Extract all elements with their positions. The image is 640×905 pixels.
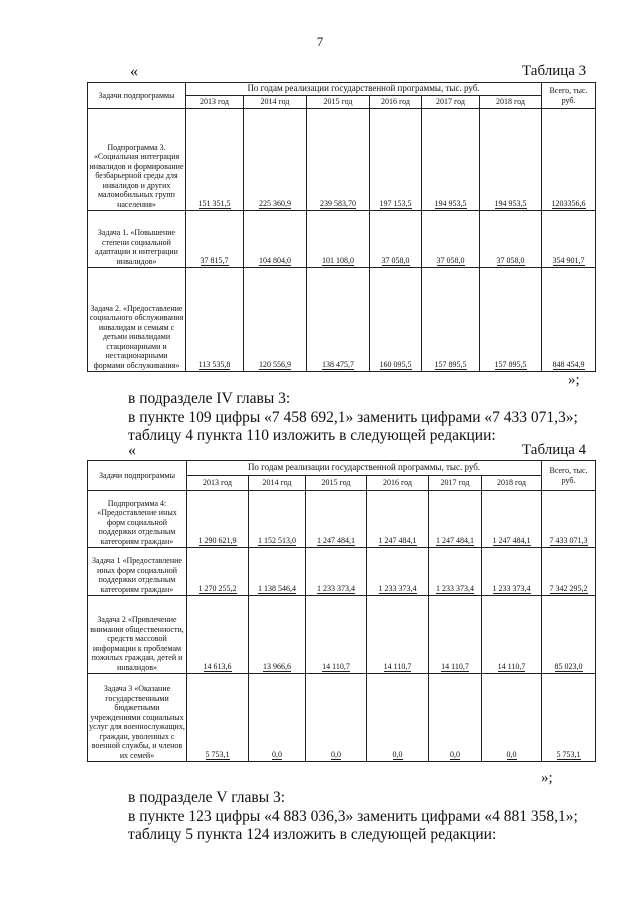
- cell-total: 7 433 071,3: [549, 536, 588, 545]
- table-row: [88, 211, 596, 268]
- amendment-line: в пункте 123 цифры «4 883 036,3» заменить цифрами «4 881 358,1»;: [128, 807, 578, 825]
- amendment-line: в подразделе V главы 3:: [128, 789, 286, 806]
- cell-value: 138 475,7: [322, 360, 354, 369]
- header-years: По годам реализации государственной программы, тыс. руб.: [187, 461, 542, 476]
- table-caption: Таблица 4: [522, 442, 587, 458]
- cell-value: 194 953,5: [434, 199, 467, 208]
- cell-value: 104 804,0: [259, 256, 291, 265]
- cell-value: 1 152 513,0: [258, 536, 296, 545]
- amendment-section-v: [128, 789, 578, 845]
- header-year: 2014 год: [249, 476, 306, 491]
- amendment-line: таблицу 5 пункта 124 изложить в следующей редакции:: [128, 826, 497, 843]
- header-year: 2014 год: [244, 96, 307, 109]
- table-row: [88, 596, 596, 674]
- cell-value: 0,0: [450, 750, 460, 759]
- cell-value: 160 095,5: [379, 360, 412, 369]
- cell-value: 0,0: [331, 750, 341, 759]
- cell-value: 101 108,0: [322, 256, 354, 265]
- cell-value: 1 290 621,9: [198, 536, 237, 545]
- row-name: Подпрограмма 3. «Социальная интеграция инвалидов и формирование безбарьерной среды для инвалидов и других маломобильных групп населения»: [88, 109, 186, 211]
- cell-value: 37 058,0: [496, 256, 525, 265]
- cell-value: 1 233 373,4: [317, 584, 355, 593]
- header-year: 2013 год: [187, 476, 249, 491]
- cell-value: 1 233 373,4: [492, 584, 531, 593]
- header-years: По годам реализации государственной программы, тыс. руб.: [186, 83, 542, 96]
- amendment-line: таблицу 4 пункта 110 изложить в следующей редакции:: [128, 427, 496, 444]
- cell-value: 14 110,7: [383, 662, 412, 671]
- cell-value: 14 110,7: [441, 662, 469, 671]
- cell-total: 85 023,0: [554, 662, 583, 671]
- header-total: Всего, тыс. руб.: [542, 83, 596, 109]
- cell-value: 13 966,6: [263, 662, 291, 671]
- header-year: 2017 год: [429, 476, 482, 491]
- row-name: Подпрограмма 4: «Предоставление иных форм социальной поддержки отдельным категориям граждан»: [88, 491, 187, 548]
- cell-value: 0,0: [392, 750, 403, 759]
- cell-value: 1 247 484,1: [492, 536, 531, 545]
- cell-value: 225 360,9: [259, 199, 291, 208]
- header-year: 2018 год: [480, 96, 542, 109]
- cell-value: 197 153,5: [379, 199, 412, 208]
- table-row: [88, 674, 596, 762]
- cell-value: 1 233 373,4: [378, 584, 417, 593]
- amendment-line: в пункте 109 цифры «7 458 692,1» заменить цифрами «7 433 071,3»;: [128, 408, 578, 426]
- table-row: [88, 548, 596, 596]
- table-4: [87, 460, 596, 762]
- opening-quote: «: [130, 63, 138, 80]
- cell-value: 37 815,7: [200, 256, 229, 265]
- cell-value: 151 351,5: [198, 199, 231, 208]
- cell-value: 1 247 484,1: [317, 536, 355, 545]
- header-year: 2015 год: [306, 476, 367, 491]
- amendment-line: в подразделе IV главы 3:: [128, 390, 291, 407]
- closing-quote: »;: [541, 770, 553, 786]
- cell-total: 7 342 295,2: [549, 584, 588, 593]
- row-name: Задача 3 «Оказание государственными бюджетными учреждениями социальных услуг для военнослужащих, граждан, уволенных с военной службы, и членов их семей»: [88, 674, 187, 762]
- cell-value: 1 233 373,4: [436, 584, 474, 593]
- header-year: 2017 год: [422, 96, 480, 109]
- header-year: 2016 год: [370, 96, 422, 109]
- table-3: [87, 82, 596, 372]
- header-year: 2016 год: [367, 476, 429, 491]
- row-name: Задача 2. «Предоставление социального обслуживания инвалидам и семьям с детьми инвалидами стационарными и нестационарными формами обслуживания»: [88, 268, 186, 372]
- cell-value: 0,0: [506, 750, 517, 759]
- cell-value: 14 613,6: [203, 662, 232, 671]
- header-task: Задачи подпрограммы: [88, 83, 186, 109]
- table-row: [88, 109, 596, 211]
- amendment-section-iv: [128, 390, 578, 446]
- cell-total: 848 454,9: [552, 360, 585, 369]
- cell-value: 37 058,0: [381, 256, 410, 265]
- cell-total: 5 753,1: [556, 750, 581, 759]
- table-row: [88, 491, 596, 548]
- cell-total: 354 901,7: [552, 256, 585, 265]
- cell-value: 37 058,0: [436, 256, 465, 265]
- cell-value: 157 895,5: [434, 360, 467, 369]
- cell-value: 5 753,1: [205, 750, 230, 759]
- cell-value: 14 110,7: [322, 662, 350, 671]
- row-name: Задача 2 «Привлечение внимания общественности, средств массовой информации к проблемам пожилых граждан, детей и инвалидов»: [88, 596, 187, 674]
- cell-total: 1203356,6: [551, 199, 586, 208]
- cell-value: 120 556,9: [259, 360, 291, 369]
- header-task: Задачи подпрограммы: [88, 461, 187, 491]
- row-name: Задача 1. «Повышение степени социальной адаптации и интеграции инвалидов»: [88, 211, 186, 268]
- cell-value: 0,0: [272, 750, 282, 759]
- cell-value: 1 138 546,4: [258, 584, 296, 593]
- header-year: 2015 год: [307, 96, 370, 109]
- page-number: 7: [316, 34, 324, 49]
- row-name: Задача 1 «Предоставление иных форм социальной поддержки отдельным категориям граждан»: [88, 548, 187, 596]
- cell-value: 1 270 255,2: [198, 584, 237, 593]
- cell-value: 113 535,8: [198, 360, 231, 369]
- header-year: 2013 год: [186, 96, 244, 109]
- cell-value: 239 583,70: [320, 199, 356, 208]
- cell-value: 194 953,5: [494, 199, 527, 208]
- table-caption: Таблица 3: [522, 63, 587, 79]
- cell-value: 1 247 484,1: [378, 536, 417, 545]
- header-total: Всего, тыс. руб.: [542, 461, 596, 491]
- closing-quote: »;: [568, 372, 580, 388]
- cell-value: 157 895,5: [494, 360, 527, 369]
- opening-quote: «: [128, 442, 136, 459]
- cell-value: 1 247 484,1: [436, 536, 474, 545]
- cell-value: 14 110,7: [497, 662, 526, 671]
- table-row: [88, 268, 596, 372]
- header-year: 2018 год: [482, 476, 542, 491]
